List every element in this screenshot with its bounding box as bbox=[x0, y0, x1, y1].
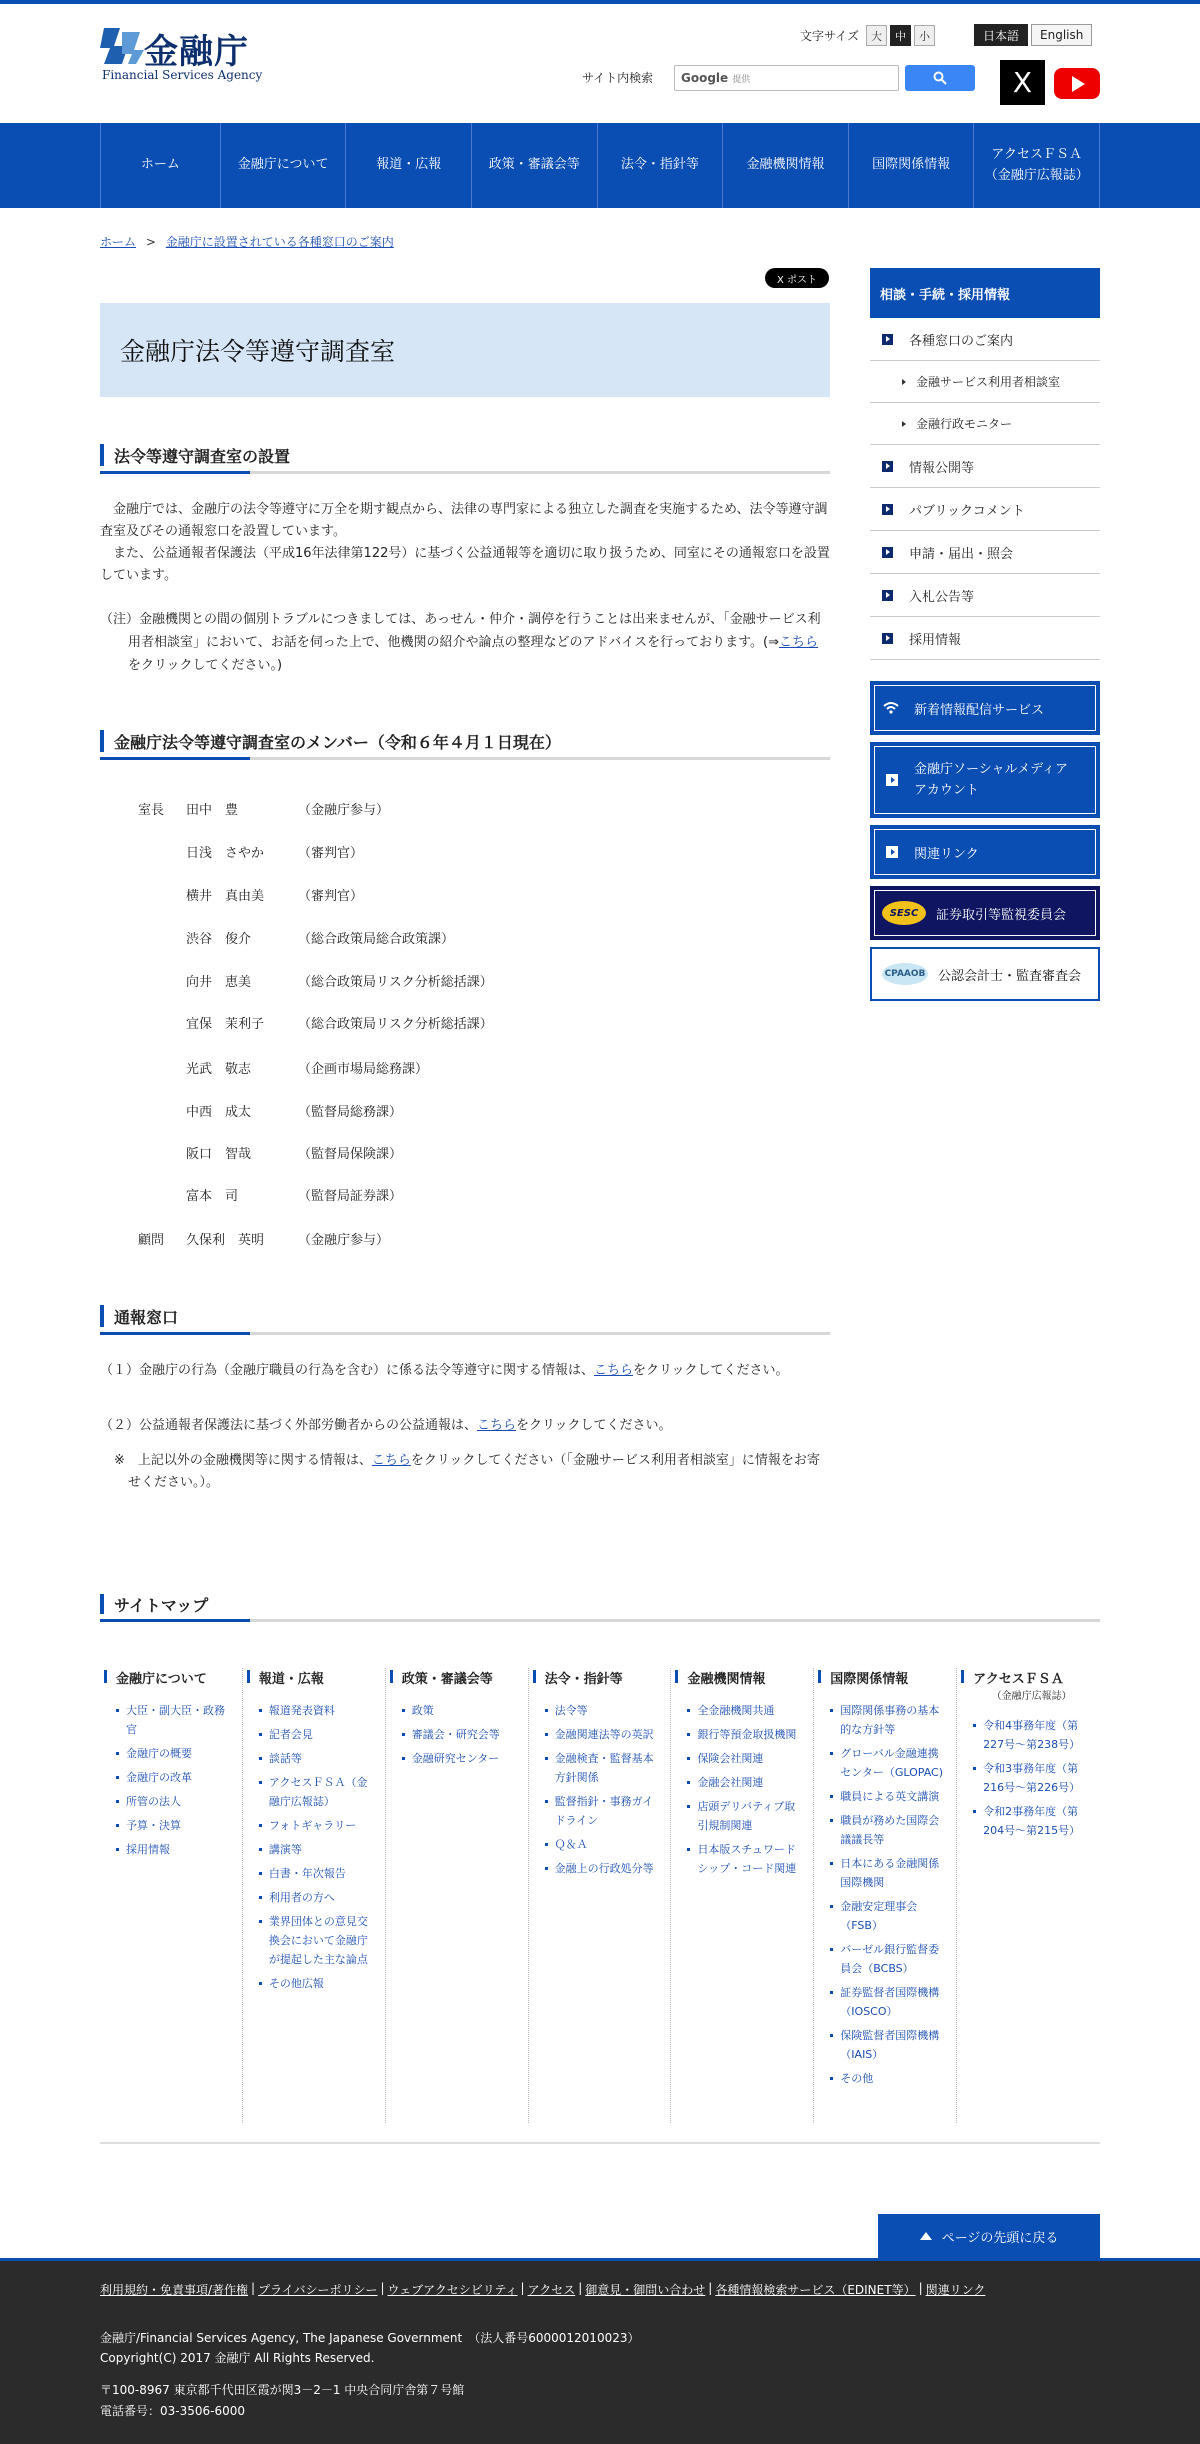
sitemap-column bbox=[100, 1668, 243, 2123]
sitemap-link[interactable]: 令和3事務年度（第216号〜第226号） bbox=[973, 1759, 1090, 1797]
sitemap-link[interactable]: Ｑ＆Ａ bbox=[545, 1835, 661, 1854]
footer-copyright: Copyright(C) 2017 金融庁 All Rights Reserved. bbox=[100, 2351, 375, 2365]
font-size-small-button[interactable]: 小 bbox=[914, 25, 935, 46]
nav-international[interactable]: 国際関係情報 bbox=[849, 123, 975, 208]
member-title: （監督局保険課） bbox=[298, 1147, 403, 1162]
sitemap-link[interactable]: 金融庁の概要 bbox=[116, 1744, 232, 1763]
footer-link[interactable]: プライバシーポリシー bbox=[258, 2283, 378, 2297]
banner-social[interactable] bbox=[870, 742, 1100, 818]
sitemap-link[interactable]: 政策 bbox=[402, 1701, 518, 1720]
section-heading-contact: 通報窓口 bbox=[100, 1301, 830, 1335]
fsa-logo[interactable] bbox=[100, 26, 270, 86]
banner-social-label: 金融庁ソーシャルメディア アカウント bbox=[914, 762, 1069, 798]
nav-access-fsa[interactable]: アクセスＦＳＡ （金融庁広報誌） bbox=[974, 123, 1100, 208]
back-to-top-button[interactable] bbox=[878, 2214, 1100, 2258]
arrow-box-icon bbox=[882, 590, 893, 601]
fsa-logo-icon bbox=[100, 26, 144, 66]
footer-phone: 電話番号：03-3506-6000 bbox=[100, 2404, 246, 2418]
sidebar-item-label: 金融サービス利用者相談室 bbox=[916, 375, 1061, 389]
member-role bbox=[138, 885, 186, 904]
sitemap-column bbox=[243, 1668, 386, 2123]
cpaaob-logo: CPAAOB bbox=[882, 963, 928, 985]
member-row bbox=[138, 928, 454, 947]
google-brand: Google bbox=[681, 71, 729, 85]
member-role bbox=[138, 1013, 186, 1032]
sidebar-item-label: 各種窓口のご案内 bbox=[909, 333, 1014, 349]
member-name: 田中 豊 bbox=[186, 803, 239, 818]
member-title: （総合政策局総合政策課） bbox=[298, 932, 455, 947]
sitemap-link[interactable]: 職員による英文講演 bbox=[830, 1787, 946, 1806]
sitemap-column bbox=[814, 1668, 957, 2123]
footer-link[interactable]: 各種情報検索サービス（EDINET等） bbox=[715, 2283, 916, 2297]
sitemap-link[interactable]: 職員が務めた国際会議議長等 bbox=[830, 1811, 946, 1849]
nav-laws[interactable]: 法令・指針等 bbox=[598, 123, 724, 208]
header bbox=[0, 4, 1200, 123]
member-name: 阪口 智哉 bbox=[186, 1147, 252, 1162]
sitemap-column bbox=[529, 1668, 672, 2123]
search-button[interactable] bbox=[905, 65, 975, 91]
member-title: （金融庁参与） bbox=[298, 1233, 390, 1248]
sitemap-link[interactable]: 日本版スチュワードシップ・コード関連 bbox=[687, 1840, 803, 1878]
sitemap-link[interactable]: フォトギャラリー bbox=[259, 1816, 375, 1835]
sitemap-link[interactable]: 金融検査・監督基本方針関係 bbox=[545, 1749, 661, 1787]
setup-paragraph bbox=[100, 499, 830, 587]
contact-item-3-link[interactable]: こちら bbox=[371, 1453, 411, 1468]
sitemap-link[interactable]: 監督指針・事務ガイドライン bbox=[545, 1792, 661, 1830]
arrow-up-icon bbox=[920, 2232, 932, 2240]
search-provided-label: 提供 bbox=[732, 74, 751, 85]
member-row bbox=[138, 885, 363, 904]
contact-item-3 bbox=[100, 1450, 830, 1494]
footer-link[interactable]: 御意見・御問い合わせ bbox=[585, 2283, 706, 2297]
member-name: 横井 真由美 bbox=[186, 889, 265, 904]
sidebar-item[interactable] bbox=[870, 318, 1100, 361]
footer-link[interactable]: ウェブアクセシビリティ bbox=[387, 2283, 518, 2297]
sitemap-link[interactable]: 証券監督者国際機構（IOSCO） bbox=[830, 1983, 946, 2021]
x-icon[interactable] bbox=[1000, 60, 1045, 105]
sitemap-link[interactable]: その他 bbox=[830, 2069, 946, 2088]
member-name: 渋谷 俊介 bbox=[186, 932, 252, 947]
back-to-top-label: ページの先頭に戻る bbox=[941, 2230, 1059, 2246]
footer-link-separator: | bbox=[380, 2281, 385, 2295]
sidebar-item-label: 入札公告等 bbox=[909, 589, 975, 605]
member-row bbox=[138, 1185, 402, 1204]
font-size-medium-button[interactable]: 中 bbox=[890, 25, 911, 46]
sidebar-item[interactable] bbox=[870, 445, 1100, 488]
lang-english-button[interactable]: English bbox=[1031, 24, 1092, 46]
sitemap-column-title-text: 政策・審議会等 bbox=[401, 1672, 493, 1687]
sitemap-link[interactable]: 金融上の行政処分等 bbox=[545, 1859, 661, 1878]
x-post-button[interactable]: X ポスト bbox=[765, 268, 829, 288]
member-role bbox=[138, 1101, 186, 1120]
sitemap-link[interactable]: 所管の法人 bbox=[116, 1792, 232, 1811]
sitemap-link[interactable]: 大臣・副大臣・政務官 bbox=[116, 1701, 232, 1739]
sitemap-link[interactable]: 国際関係事務の基本的な方針等 bbox=[830, 1701, 946, 1739]
contact-item-2-link[interactable]: こちら bbox=[477, 1418, 517, 1433]
nav-institutions[interactable]: 金融機関情報 bbox=[723, 123, 849, 208]
sidebar bbox=[870, 268, 1100, 984]
sitemap-column-title-text: 金融庁について bbox=[116, 1672, 207, 1687]
member-title: （監督局総務課） bbox=[298, 1105, 403, 1120]
nav-home[interactable]: ホーム bbox=[101, 123, 221, 208]
note-text: （注）金融機関との間の個別トラブルにつきましては、あっせん・仲介・調停を行うことは出来ませんが、「金融サービス利用者相談室」において、お話を伺った上で、他機関の紹介や論点の整理などのアドバイスを行っております。(⇒ bbox=[100, 612, 821, 650]
sitemap-link[interactable]: 店頭デリバティブ取引規制関連 bbox=[687, 1797, 803, 1835]
setup-note bbox=[100, 608, 830, 677]
x-logo-text: X bbox=[1012, 66, 1033, 99]
sidebar-item[interactable] bbox=[870, 617, 1100, 660]
member-title: （審判官） bbox=[298, 846, 364, 861]
sitemap-link[interactable]: 講演等 bbox=[259, 1840, 375, 1859]
sitemap-link[interactable]: 令和4事務年度（第227号〜第238号） bbox=[973, 1716, 1090, 1754]
sitemap-column bbox=[671, 1668, 814, 2123]
sitemap-link[interactable]: 記者会見 bbox=[259, 1725, 375, 1744]
breadcrumb-current[interactable]: 金融庁に設置されている各種窓口のご案内 bbox=[165, 235, 394, 249]
sitemap-column-subtitle: （金融庁広報誌） bbox=[991, 1691, 1072, 1702]
sitemap-divider bbox=[100, 2142, 1100, 2144]
sitemap-column-title[interactable] bbox=[533, 1668, 661, 1687]
font-size-switcher bbox=[800, 25, 935, 46]
sitemap-columns bbox=[100, 1668, 1100, 2123]
wifi-icon bbox=[882, 699, 900, 717]
sitemap-column bbox=[957, 1668, 1100, 2123]
sitemap-link[interactable]: 金融関連法等の英訳 bbox=[545, 1725, 661, 1744]
arrow-box-icon bbox=[886, 846, 898, 858]
footer-link-separator: | bbox=[520, 2281, 525, 2295]
triangle-right-icon bbox=[902, 421, 906, 427]
arrow-box-icon bbox=[882, 334, 893, 345]
triangle-right-icon bbox=[902, 379, 906, 385]
footer-link-separator: | bbox=[708, 2281, 713, 2295]
search-input[interactable] bbox=[674, 65, 899, 91]
note-text-post: をクリックしてください。) bbox=[128, 658, 283, 673]
banner-cpaaob-label: 公認会計士・監査審査会 bbox=[938, 968, 1082, 984]
banner-links[interactable] bbox=[870, 825, 1100, 879]
sidebar-item[interactable] bbox=[870, 488, 1100, 531]
contact-item-1-text: （１）金融庁の行為（金融庁職員の行為を含む）に係る法令等遵守に関する情報は、 bbox=[100, 1363, 595, 1378]
section-heading-setup: 法令等遵守調査室の設置 bbox=[100, 440, 830, 474]
member-role: 室長 bbox=[138, 803, 165, 818]
member-name: 中西 成太 bbox=[186, 1105, 252, 1120]
section-heading-members: 金融庁法令等遵守調査室のメンバー（令和６年４月１日現在） bbox=[100, 726, 830, 760]
member-name: 向井 恵美 bbox=[186, 975, 252, 990]
member-row bbox=[138, 842, 363, 861]
member-title: （企画市場局総務課） bbox=[298, 1062, 429, 1077]
arrow-box-icon bbox=[886, 774, 898, 786]
contact-item-3-post: をクリックしてください（「金融サービス利用者相談室」に情報をお寄せください。）。 bbox=[128, 1453, 820, 1490]
nav-about[interactable]: 金融庁について bbox=[221, 123, 347, 208]
sesc-logo: SESC bbox=[882, 901, 926, 925]
arrow-box-icon bbox=[882, 461, 893, 472]
footer-link[interactable]: 関連リンク bbox=[925, 2283, 986, 2297]
sidebar-item-label: 申請・届出・照会 bbox=[909, 546, 1014, 562]
search-icon bbox=[933, 71, 947, 85]
sitemap-column-title-text: 法令・指針等 bbox=[544, 1672, 623, 1687]
breadcrumb-sep: > bbox=[145, 235, 156, 249]
member-role bbox=[138, 928, 186, 947]
sitemap-link[interactable]: 採用情報 bbox=[116, 1840, 232, 1859]
footer-links bbox=[100, 2281, 985, 2298]
member-title: （金融庁参与） bbox=[298, 803, 390, 818]
member-title: （総合政策局リスク分析総括課） bbox=[298, 975, 493, 990]
sidebar-heading: 相談・手続・採用情報 bbox=[870, 268, 1100, 318]
breadcrumb-home[interactable]: ホーム bbox=[100, 235, 137, 249]
sitemap-heading: サイトマップ bbox=[100, 1590, 1100, 1622]
setup-p1: 金融庁では、金融庁の法令等遵守に万全を期す観点から、法律の専門家による独立した調査を実施するため、法令等遵守調査室及びその通報窓口を設置しています。 bbox=[100, 502, 828, 539]
member-title: （監督局証券課） bbox=[298, 1189, 403, 1204]
banner-rss-label: 新着情報配信サービス bbox=[914, 702, 1045, 718]
arrow-box-icon bbox=[882, 504, 893, 515]
font-size-label: 文字サイズ bbox=[800, 29, 860, 43]
footer-link-separator: | bbox=[918, 2281, 923, 2295]
sidebar-item-label: 金融行政モニター bbox=[916, 417, 1013, 431]
arrow-box-icon bbox=[882, 547, 893, 558]
sitemap-link[interactable]: 金融研究センター bbox=[402, 1749, 518, 1768]
contact-item-3-text: ※ 上記以外の金融機関等に関する情報は、 bbox=[114, 1453, 372, 1468]
member-name: 日浅 さやか bbox=[186, 846, 265, 861]
sitemap-link[interactable]: 金融安定理事会（FSB） bbox=[830, 1897, 946, 1935]
sitemap-column-title-text: 報道・広報 bbox=[258, 1672, 324, 1687]
youtube-icon[interactable] bbox=[1054, 68, 1100, 99]
member-name: 富本 司 bbox=[186, 1189, 239, 1204]
banner-sesc-label: 証券取引等監視委員会 bbox=[936, 907, 1067, 923]
footer-address: 〒100-8967 東京都千代田区霞が関3－2－1 中央合同庁舎第７号館 bbox=[100, 2383, 465, 2397]
sitemap-link[interactable]: その他広報 bbox=[259, 1974, 375, 1993]
member-role bbox=[138, 1143, 186, 1162]
logo-text-en: Financial Services Agency bbox=[102, 68, 263, 82]
sidebar-menu bbox=[870, 318, 1100, 660]
sitemap-link[interactable]: 業界団体との意見交換会において金融庁が提起した主な論点 bbox=[259, 1912, 375, 1969]
member-role bbox=[138, 1185, 186, 1204]
member-row bbox=[138, 1058, 428, 1077]
global-navigation bbox=[0, 123, 1200, 208]
member-name: 久保利 英明 bbox=[186, 1233, 265, 1248]
footer-org: 金融庁/Financial Services Agency, The Japanese Government （法人番号6000012010023） bbox=[100, 2331, 640, 2345]
search-label: サイト内検索 bbox=[582, 71, 654, 85]
member-row bbox=[138, 1013, 493, 1032]
footer-link-separator: | bbox=[251, 2281, 256, 2295]
sitemap-column-title[interactable] bbox=[104, 1668, 232, 1687]
sitemap-link[interactable]: 金融庁の改革 bbox=[116, 1768, 232, 1787]
sitemap-link[interactable]: 保険会社関連 bbox=[687, 1749, 803, 1768]
sidebar-item-label: パブリックコメント bbox=[909, 503, 1025, 519]
sitemap-link[interactable]: 利用者の方へ bbox=[259, 1888, 375, 1907]
footer bbox=[0, 2258, 1200, 2444]
sitemap-link[interactable]: 審議会・研究会等 bbox=[402, 1725, 518, 1744]
sitemap-link[interactable]: 法令等 bbox=[545, 1701, 661, 1720]
sitemap-column-title[interactable] bbox=[961, 1668, 1090, 1702]
member-row bbox=[138, 1143, 402, 1162]
banner-sesc[interactable] bbox=[870, 886, 1100, 940]
sitemap-link[interactable]: 全金融機関共通 bbox=[687, 1701, 803, 1720]
footer-link[interactable]: アクセス bbox=[527, 2283, 576, 2297]
member-title: （総合政策局リスク分析総括課） bbox=[298, 1017, 493, 1032]
contact-item-1 bbox=[100, 1360, 830, 1382]
sitemap-link[interactable]: バーゼル銀行監督委員会（BCBS） bbox=[830, 1940, 946, 1978]
sitemap-link[interactable]: 談話等 bbox=[259, 1749, 375, 1768]
member-role: 顧問 bbox=[138, 1233, 165, 1248]
member-row bbox=[138, 1101, 402, 1120]
sitemap-link[interactable]: アクセスＦＳＡ（金融庁広報誌） bbox=[259, 1773, 375, 1811]
arrow-box-icon bbox=[882, 633, 893, 644]
footer-link-separator: | bbox=[578, 2281, 583, 2295]
font-size-large-button[interactable]: 大 bbox=[866, 25, 887, 46]
sitemap-link[interactable]: 保険監督者国際機構（IAIS） bbox=[830, 2026, 946, 2064]
footer-link[interactable]: 利用規約・免責事項/著作権 bbox=[100, 2283, 249, 2297]
play-icon bbox=[1072, 76, 1085, 92]
sitemap-link[interactable]: 予算・決算 bbox=[116, 1816, 232, 1835]
page-title: 金融庁法令等遵守調査室 bbox=[100, 303, 830, 397]
banner-links-label: 関連リンク bbox=[914, 846, 979, 862]
contact-item-1-post: をクリックしてください。 bbox=[633, 1363, 789, 1378]
sitemap-column-title[interactable] bbox=[390, 1668, 518, 1687]
logo-text-ja: 金融庁 bbox=[144, 32, 249, 72]
sidebar-subitem[interactable] bbox=[870, 403, 1100, 445]
sidebar-item-label: 採用情報 bbox=[909, 632, 962, 648]
sitemap-link[interactable]: 令和2事務年度（第204号〜第215号） bbox=[973, 1802, 1090, 1840]
sitemap-link[interactable]: 日本にある金融関係国際機関 bbox=[830, 1854, 946, 1892]
member-title: （審判官） bbox=[298, 889, 364, 904]
nav-press[interactable]: 報道・広報 bbox=[346, 123, 472, 208]
contact-item-2-text: （２）公益通報者保護法に基づく外部労働者からの公益通報は、 bbox=[100, 1418, 478, 1433]
sidebar-subitem[interactable] bbox=[870, 361, 1100, 403]
member-row bbox=[138, 971, 493, 990]
sitemap-column-title-text: 金融機関情報 bbox=[687, 1672, 766, 1687]
lang-japanese-button[interactable]: 日本語 bbox=[974, 24, 1028, 46]
sitemap-column-title-text: 国際関係情報 bbox=[830, 1672, 909, 1687]
banner-cpaaob[interactable] bbox=[870, 947, 1100, 1001]
setup-p2: また、公益通報者保護法（平成16年法律第122号）に基づく公益通報等を適切に取り扱うため、同室にその通報窓口を設置しています。 bbox=[100, 546, 830, 583]
banner-rss[interactable] bbox=[870, 681, 1100, 735]
note-link[interactable]: こちら bbox=[779, 635, 819, 650]
member-name: 宜保 茉利子 bbox=[186, 1017, 265, 1032]
sidebar-item-label: 情報公開等 bbox=[909, 460, 975, 476]
sitemap-column-title-text: アクセスＦＳＡ bbox=[973, 1672, 1064, 1687]
sidebar-item[interactable] bbox=[870, 574, 1100, 617]
contact-item-2-post: をクリックしてください。 bbox=[516, 1418, 672, 1433]
language-switcher bbox=[974, 24, 1092, 46]
breadcrumb bbox=[100, 233, 394, 250]
sitemap-link[interactable]: 報道発表資料 bbox=[259, 1701, 375, 1720]
sitemap-link[interactable]: 白書・年次報告 bbox=[259, 1864, 375, 1883]
sitemap-column-title[interactable] bbox=[247, 1668, 375, 1687]
member-role bbox=[138, 971, 186, 990]
sitemap-column-title[interactable] bbox=[675, 1668, 803, 1687]
member-row bbox=[138, 1229, 389, 1248]
sidebar-item[interactable] bbox=[870, 531, 1100, 574]
member-role bbox=[138, 842, 186, 861]
sitemap-column bbox=[386, 1668, 529, 2123]
member-name: 光武 敬志 bbox=[186, 1062, 252, 1077]
member-row bbox=[138, 799, 389, 818]
sitemap-link[interactable]: 金融会社関連 bbox=[687, 1773, 803, 1792]
sitemap-link[interactable]: グローバル金融連携センター（GLOPAC) bbox=[830, 1744, 946, 1782]
member-role bbox=[138, 1058, 186, 1077]
contact-item-1-link[interactable]: こちら bbox=[594, 1363, 634, 1378]
sitemap-link[interactable]: 銀行等預金取扱機関 bbox=[687, 1725, 803, 1744]
nav-policy[interactable]: 政策・審議会等 bbox=[472, 123, 598, 208]
contact-item-2 bbox=[100, 1415, 830, 1437]
sitemap-column-title[interactable] bbox=[818, 1668, 946, 1687]
